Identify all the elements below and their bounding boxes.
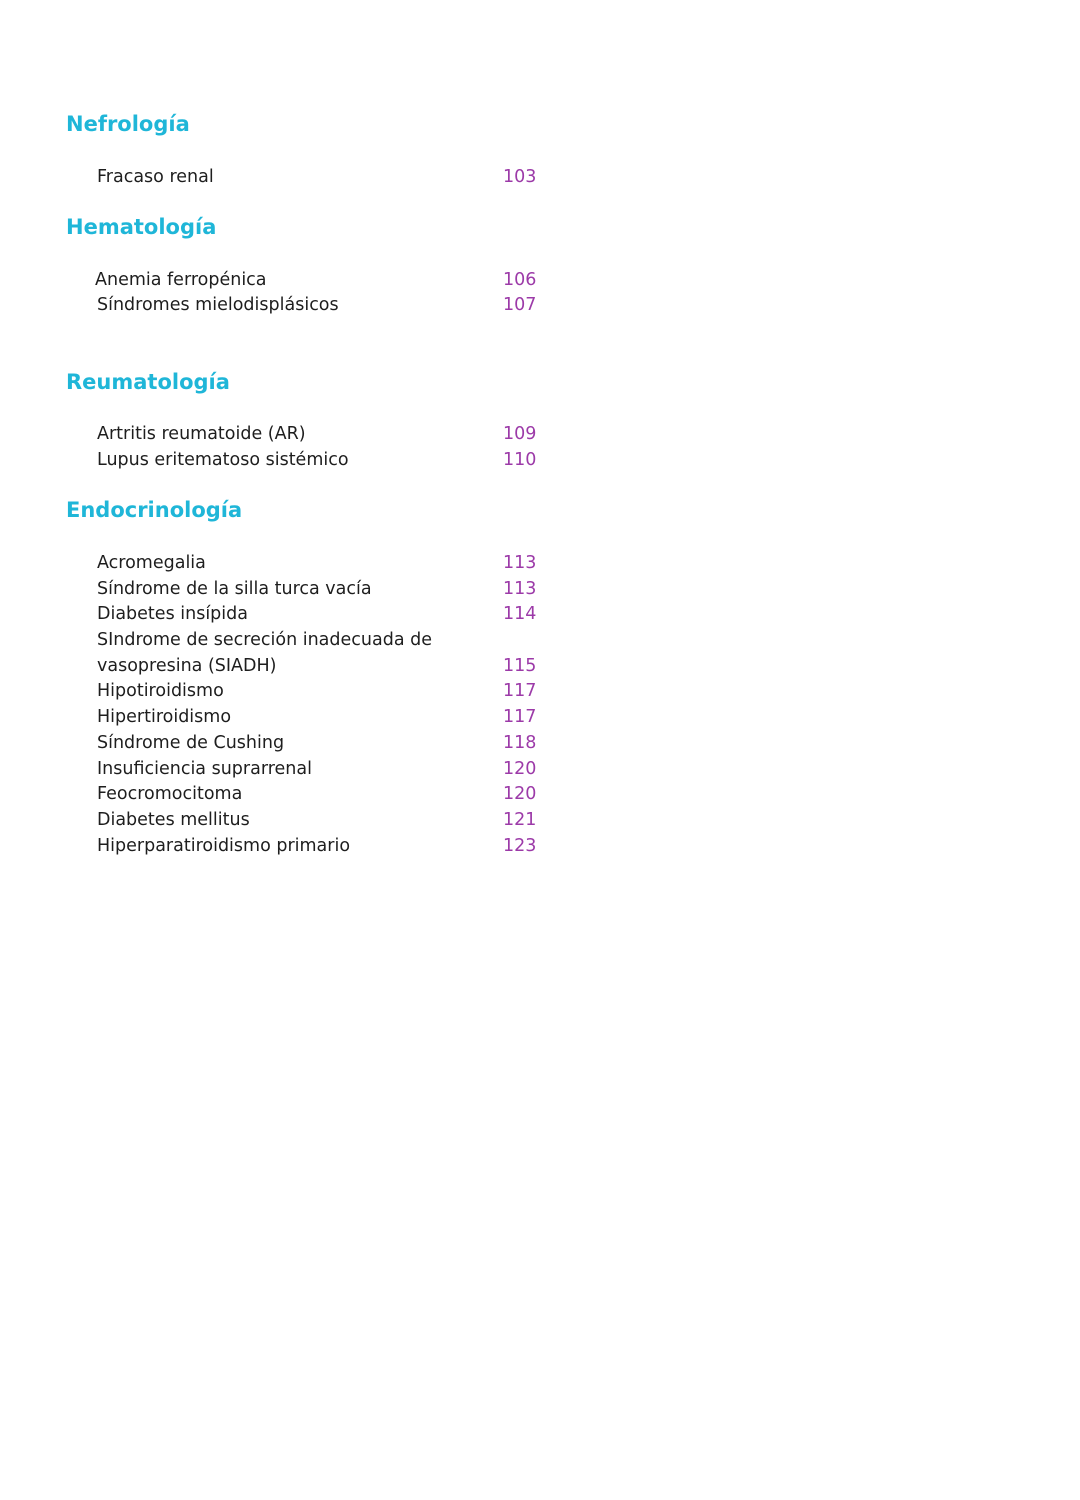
toc-entry[interactable] (97, 833, 557, 859)
toc-entry-label: Síndromes mielodisplásicos (97, 295, 339, 315)
toc-entry-label: Hipotiroidismo (97, 681, 224, 701)
toc-entry[interactable] (97, 678, 557, 704)
toc-entry-label: Insuficiencia suprarrenal (97, 759, 312, 779)
toc-entry-page-number: 113 (503, 579, 537, 599)
toc-entry-page-number: 117 (503, 681, 537, 701)
toc-entry-page-number: 118 (503, 733, 537, 753)
toc-entry[interactable] (97, 164, 557, 190)
toc-entry-label: Fracaso renal (97, 167, 214, 187)
toc-entry-page-number: 120 (503, 759, 537, 779)
toc-entry[interactable] (97, 807, 557, 833)
toc-entry-label: Anemia ferropénica (95, 270, 267, 290)
toc-entry-page-number: 120 (503, 784, 537, 804)
toc-entry[interactable] (95, 267, 555, 293)
toc-entry[interactable] (97, 781, 557, 807)
toc-entry-label: Acromegalia (97, 553, 206, 573)
toc-entry[interactable] (97, 756, 557, 782)
toc-entry-page-number: 113 (503, 553, 537, 573)
toc-entry[interactable] (97, 704, 557, 730)
toc-entry[interactable] (97, 653, 557, 679)
toc-entry[interactable] (97, 447, 557, 473)
toc-entry-label: Artritis reumatoide (AR) (97, 424, 306, 444)
toc-entry[interactable] (97, 576, 557, 602)
toc-entry[interactable] (97, 730, 557, 756)
toc-entry-label: Diabetes insípida (97, 604, 248, 624)
toc-entry-label: Feocromocitoma (97, 784, 243, 804)
section-title-nefrologia: Nefrología (66, 112, 190, 136)
toc-entry-page-number: 121 (503, 810, 537, 830)
toc-entry-label: Diabetes mellitus (97, 810, 250, 830)
toc-entry-label: Hiperparatiroidismo primario (97, 836, 351, 856)
toc-entry-label: Síndrome de la silla turca vacía (97, 579, 372, 599)
toc-entry-label: Síndrome de Cushing (97, 733, 285, 753)
section-title-endocrinologia: Endocrinología (66, 498, 243, 522)
toc-entry-page-number: 109 (503, 424, 537, 444)
toc-entry[interactable] (97, 292, 557, 318)
section-title-reumatologia: Reumatología (66, 370, 230, 394)
toc-entry-label: vasopresina (SIADH) (97, 656, 277, 676)
toc-entry[interactable] (97, 601, 557, 627)
toc-entry-page-number: 114 (503, 604, 537, 624)
toc-entry-label: SIndrome de secreción inadecuada de (97, 630, 432, 650)
toc-entry-label: Hipertiroidismo (97, 707, 232, 727)
toc-entry-label: Lupus eritematoso sistémico (97, 450, 349, 470)
toc-entry-page-number: 103 (503, 167, 537, 187)
toc-entry-page-number: 110 (503, 450, 537, 470)
toc-entry[interactable] (97, 421, 557, 447)
toc-entry-page-number: 115 (503, 656, 537, 676)
toc-entry[interactable] (97, 627, 557, 653)
section-title-hematologia: Hematología (66, 215, 217, 239)
toc-entry-page-number: 106 (503, 270, 537, 290)
toc-entry-page-number: 117 (503, 707, 537, 727)
toc-entry-page-number: 123 (503, 836, 537, 856)
toc-entry[interactable] (97, 550, 557, 576)
toc-entry-page-number: 107 (503, 295, 537, 315)
